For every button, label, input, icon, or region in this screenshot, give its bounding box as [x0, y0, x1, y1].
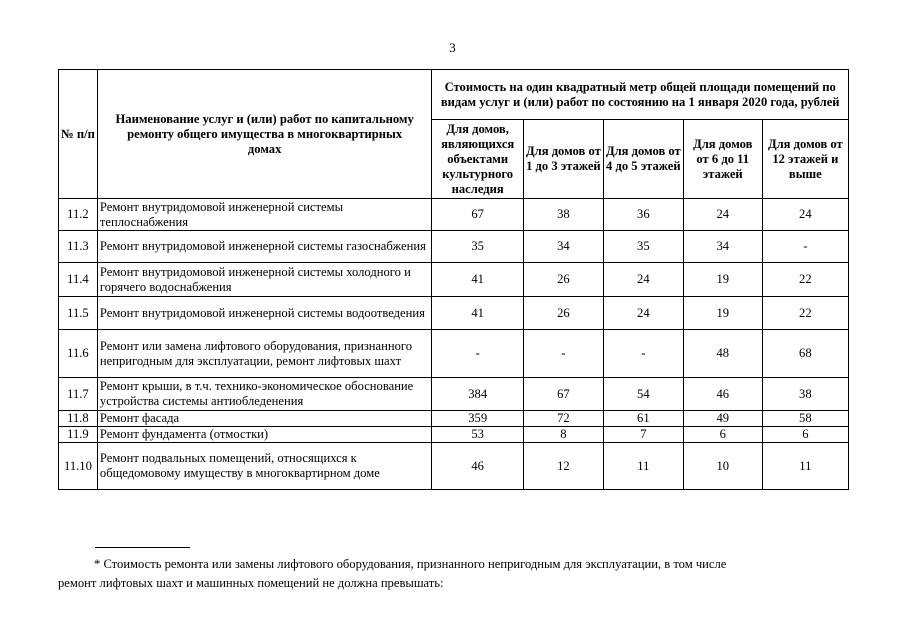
row-cost-value: 49 — [683, 411, 762, 427]
row-cost-value: 38 — [762, 378, 848, 411]
footnote-line-2: ремонт лифтовых шахт и машинных помещений не должна превышать: — [58, 576, 444, 590]
row-service-name: Ремонт подвальных помещений, относящихся к общедомовому имуществу в многоквартирном доме — [97, 443, 432, 490]
row-number: 11.7 — [59, 378, 98, 411]
table-row — [59, 378, 849, 411]
row-service-name: Ремонт внутридомовой инженерной системы водоотведения — [97, 297, 432, 330]
row-cost-value: 34 — [683, 231, 762, 263]
header-cost-title: Стоимость на один квадратный метр общей площади помещений по видам услуг и (или) работ по состоянию на 1 января 2020 года, рублей — [432, 70, 849, 120]
row-number: 11.2 — [59, 199, 98, 231]
row-cost-value: 68 — [762, 330, 848, 378]
row-cost-value: 26 — [523, 297, 603, 330]
row-service-name: Ремонт внутридомовой инженерной системы газоснабжения — [97, 231, 432, 263]
row-cost-value: 36 — [603, 199, 683, 231]
row-cost-value: - — [432, 330, 524, 378]
row-cost-value: 11 — [603, 443, 683, 490]
table-row — [59, 427, 849, 443]
row-cost-value: 6 — [762, 427, 848, 443]
table-row — [59, 330, 849, 378]
row-cost-value: 67 — [432, 199, 524, 231]
row-number: 11.5 — [59, 297, 98, 330]
table-row — [59, 297, 849, 330]
row-cost-value: 41 — [432, 297, 524, 330]
row-cost-value: 38 — [523, 199, 603, 231]
row-number: 11.10 — [59, 443, 98, 490]
row-cost-value: 11 — [762, 443, 848, 490]
row-service-name: Ремонт внутридомовой инженерной системы холодного и горячего водоснабжения — [97, 263, 432, 297]
header-col-4-5: Для домов от 4 до 5 этажей — [603, 120, 683, 199]
row-service-name: Ремонт крыши, в т.ч. технико-экономическое обоснование устройства системы антиобледенения — [97, 378, 432, 411]
row-service-name: Ремонт фасада — [97, 411, 432, 427]
row-cost-value: 24 — [762, 199, 848, 231]
row-cost-value: 19 — [683, 263, 762, 297]
row-cost-value: 41 — [432, 263, 524, 297]
header-service-name: Наименование услуг и (или) работ по капитальному ремонту общего имущества в многоквартирных домах — [97, 70, 432, 199]
row-cost-value: 26 — [523, 263, 603, 297]
row-cost-value: 384 — [432, 378, 524, 411]
row-service-name: Ремонт фундамента (отмостки) — [97, 427, 432, 443]
table-row — [59, 263, 849, 297]
header-col-1-3: Для домов от 1 до 3 этажей — [523, 120, 603, 199]
row-cost-value: 34 — [523, 231, 603, 263]
table-row — [59, 443, 849, 490]
footnote — [58, 555, 838, 593]
row-cost-value: 7 — [603, 427, 683, 443]
footnote-divider — [95, 547, 190, 548]
row-cost-value: 54 — [603, 378, 683, 411]
row-service-name: Ремонт внутридомовой инженерной системы теплоснабжения — [97, 199, 432, 231]
table-row — [59, 411, 849, 427]
header-col-12plus: Для домов от 12 этажей и выше — [762, 120, 848, 199]
row-cost-value: 35 — [432, 231, 524, 263]
row-cost-value: 22 — [762, 297, 848, 330]
row-cost-value: 53 — [432, 427, 524, 443]
row-service-name: Ремонт или замена лифтового оборудования, признанного непригодным для эксплуатации, ремонт лифтовых шахт — [97, 330, 432, 378]
row-cost-value: - — [523, 330, 603, 378]
row-cost-value: 72 — [523, 411, 603, 427]
row-cost-value: 10 — [683, 443, 762, 490]
row-cost-value: 46 — [432, 443, 524, 490]
row-number: 11.6 — [59, 330, 98, 378]
footnote-line-1: * Стоимость ремонта или замены лифтового оборудования, признанного непригодным для эксплуатации, в том числе — [94, 557, 727, 571]
row-cost-value: 8 — [523, 427, 603, 443]
page-number: 3 — [449, 40, 456, 55]
row-cost-value: 19 — [683, 297, 762, 330]
header-number: № п/п — [59, 70, 98, 199]
table-row — [59, 199, 849, 231]
row-cost-value: 67 — [523, 378, 603, 411]
row-cost-value: 22 — [762, 263, 848, 297]
row-cost-value: 359 — [432, 411, 524, 427]
row-cost-value: 24 — [603, 297, 683, 330]
table-row — [59, 231, 849, 263]
row-cost-value: 12 — [523, 443, 603, 490]
cost-table — [58, 69, 849, 490]
row-cost-value: 61 — [603, 411, 683, 427]
row-number: 11.8 — [59, 411, 98, 427]
table-body — [59, 199, 849, 490]
row-cost-value: 58 — [762, 411, 848, 427]
row-cost-value: 24 — [603, 263, 683, 297]
row-cost-value: - — [762, 231, 848, 263]
row-number: 11.3 — [59, 231, 98, 263]
header-col-6-11: Для домов от 6 до 11 этажей — [683, 120, 762, 199]
row-cost-value: 24 — [683, 199, 762, 231]
row-cost-value: 46 — [683, 378, 762, 411]
row-number: 11.9 — [59, 427, 98, 443]
header-col-heritage: Для домов, являющихся объектами культурного наследия — [432, 120, 524, 199]
row-cost-value: 6 — [683, 427, 762, 443]
row-cost-value: 48 — [683, 330, 762, 378]
row-number: 11.4 — [59, 263, 98, 297]
row-cost-value: 35 — [603, 231, 683, 263]
row-cost-value: - — [603, 330, 683, 378]
